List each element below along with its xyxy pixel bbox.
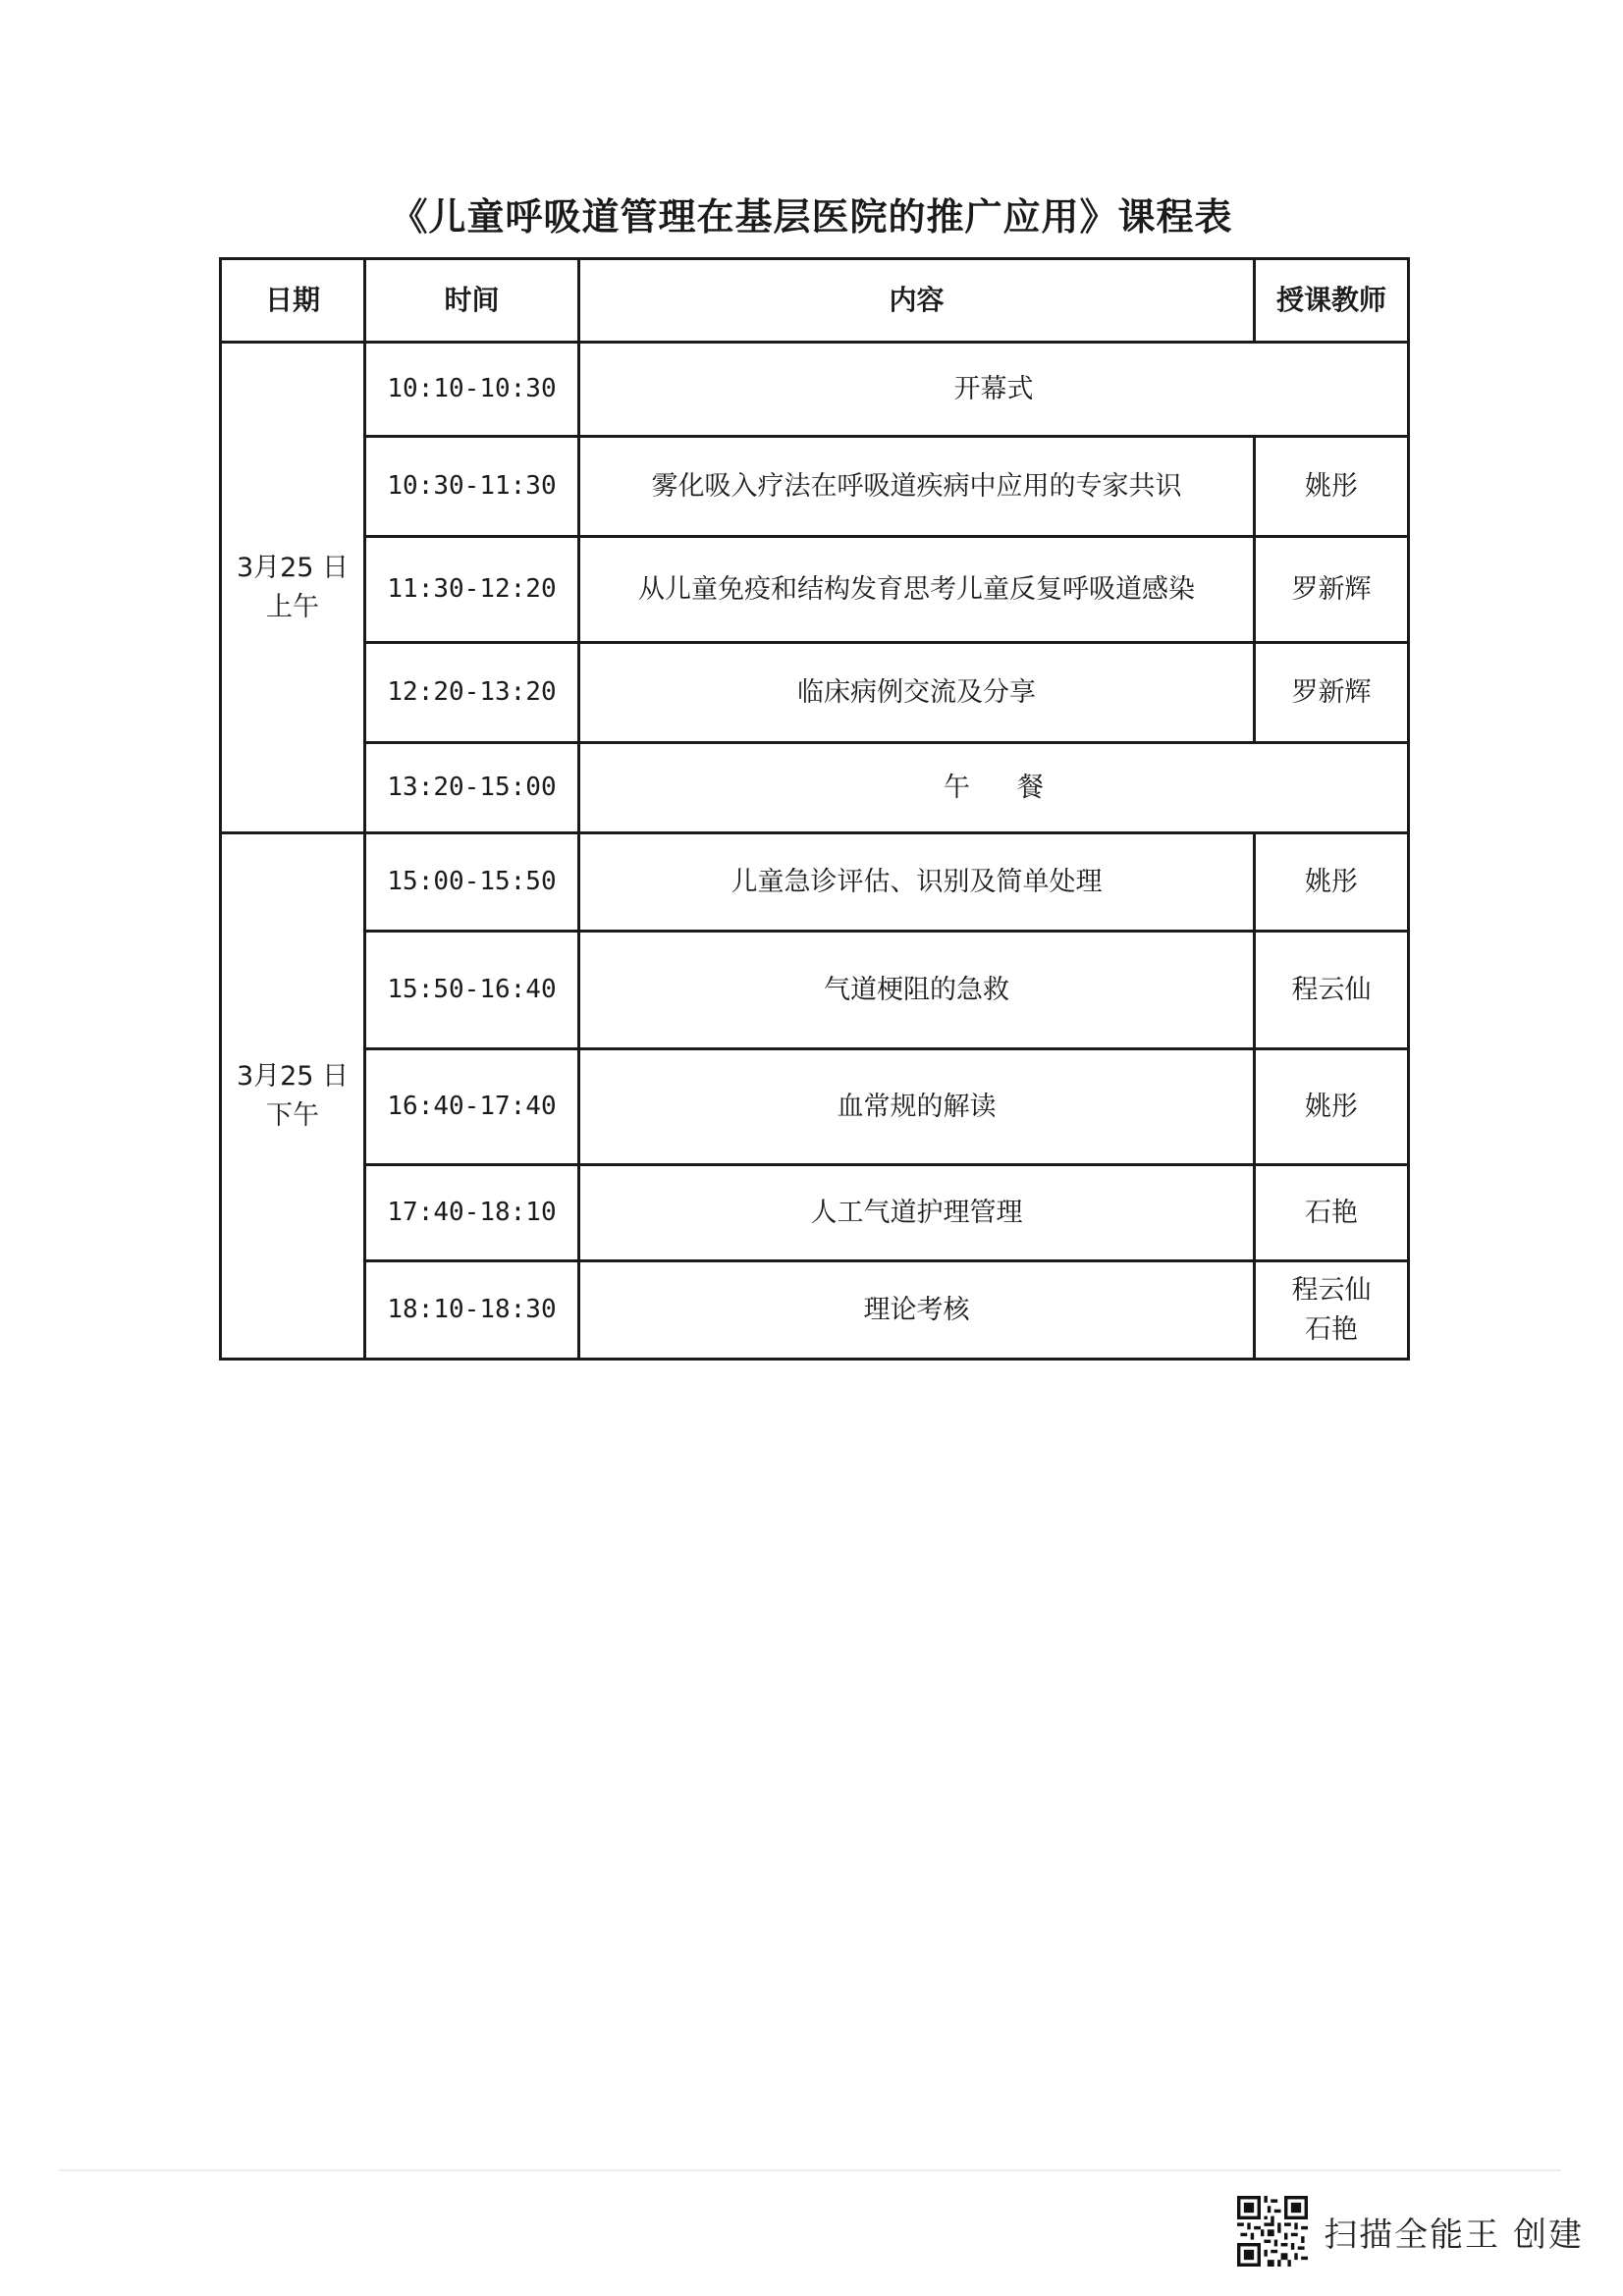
- teacher-cell: 姚彤: [1255, 437, 1409, 537]
- content-cell: 儿童急诊评估、识别及简单处理: [579, 833, 1255, 932]
- header-time: 时间: [365, 259, 579, 343]
- time-cell: 10:10-10:30: [365, 343, 579, 437]
- teacher-name: 程云仙: [1291, 1275, 1372, 1307]
- time-cell: 13:20-15:00: [365, 743, 579, 833]
- time-cell: 10:30-11:30: [365, 437, 579, 537]
- content-cell: 血常规的解读: [579, 1049, 1255, 1165]
- time-cell: 18:10-18:30: [365, 1261, 579, 1360]
- table-row: [221, 1165, 1409, 1261]
- morning-date-cell: [221, 343, 365, 833]
- table-row: [221, 537, 1409, 643]
- content-cell: 理论考核: [579, 1261, 1255, 1360]
- content-cell: 开幕式: [579, 343, 1409, 437]
- table-row: [221, 343, 1409, 437]
- scan-artifact-line: [59, 2169, 1561, 2171]
- afternoon-date: 3月25 日: [236, 1061, 350, 1093]
- header-teacher: 授课教师: [1255, 259, 1409, 343]
- afternoon-period: 下午: [266, 1099, 319, 1131]
- schedule-table: [219, 257, 1410, 1361]
- content-cell: 气道梗阻的急救: [579, 932, 1255, 1049]
- teacher-name: 石艳: [1305, 1313, 1358, 1345]
- content-cell: [579, 743, 1409, 833]
- teacher-cell: 姚彤: [1255, 833, 1409, 932]
- table-row: [221, 1049, 1409, 1165]
- table-row: [221, 1261, 1409, 1360]
- table-row: [221, 437, 1409, 537]
- time-cell: 12:20-13:20: [365, 643, 579, 743]
- morning-period: 上午: [266, 591, 319, 622]
- time-cell: 11:30-12:20: [365, 537, 579, 643]
- page-title: 《儿童呼吸道管理在基层医院的推广应用》课程表: [390, 195, 1233, 239]
- teacher-cell: [1255, 1261, 1409, 1360]
- teacher-cell: 姚彤: [1255, 1049, 1409, 1165]
- time-cell: 15:00-15:50: [365, 833, 579, 932]
- lunch-label: 午餐: [944, 772, 1091, 803]
- teacher-cell: 罗新辉: [1255, 643, 1409, 743]
- teacher-cell: 罗新辉: [1255, 537, 1409, 643]
- header-row: [221, 259, 1409, 343]
- morning-date: 3月25 日: [236, 553, 350, 584]
- afternoon-date-cell: [221, 833, 365, 1360]
- qr-code-icon: [1237, 2196, 1308, 2267]
- scanner-label: 扫描全能王 创建: [1324, 2215, 1584, 2255]
- teacher-cell: 石艳: [1255, 1165, 1409, 1261]
- table-row: [221, 643, 1409, 743]
- header-date: 日期: [221, 259, 365, 343]
- time-cell: 16:40-17:40: [365, 1049, 579, 1165]
- content-cell: 人工气道护理管理: [579, 1165, 1255, 1261]
- header-content: 内容: [579, 259, 1255, 343]
- table-row: [221, 833, 1409, 932]
- content-cell: 雾化吸入疗法在呼吸道疾病中应用的专家共识: [579, 437, 1255, 537]
- teacher-cell: 程云仙: [1255, 932, 1409, 1049]
- table-row: [221, 743, 1409, 833]
- time-cell: 17:40-18:10: [365, 1165, 579, 1261]
- time-cell: 15:50-16:40: [365, 932, 579, 1049]
- content-cell: 从儿童免疫和结构发育思考儿童反复呼吸道感染: [579, 537, 1255, 643]
- table-row: [221, 932, 1409, 1049]
- scanner-watermark: [1237, 2196, 1584, 2267]
- content-cell: 临床病例交流及分享: [579, 643, 1255, 743]
